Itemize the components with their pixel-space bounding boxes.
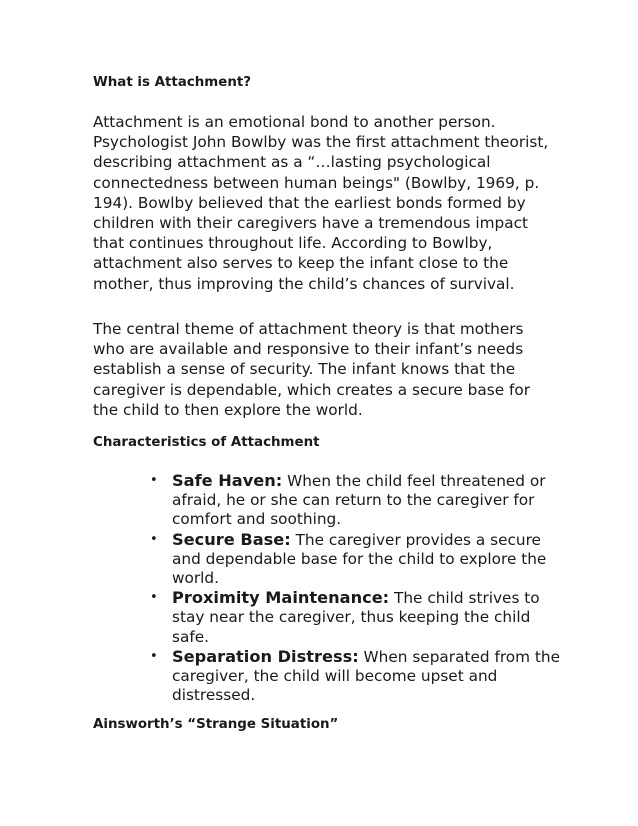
term-description: The caregiver provides a secure and dependable base for the child to explore the world.: [172, 530, 547, 588]
term-label: Separation Distress:: [172, 646, 359, 666]
term-label: Secure Base:: [172, 529, 291, 549]
characteristics-list: [150, 471, 564, 705]
heading-what-is-attachment: What is Attachment?: [93, 75, 252, 90]
bullet-icon: •: [150, 648, 158, 664]
term-description: When the child feel threatened or afraid, he or she can return to the caregiver for comfort and soothing.: [172, 472, 546, 529]
term-label: Proximity Maintenance:: [172, 588, 390, 608]
bullet-icon: •: [150, 590, 158, 606]
bullet-icon: •: [150, 531, 158, 547]
list-item: [150, 529, 564, 589]
term-description: When separated from the caregiver, the child will become upset and distressed.: [172, 647, 561, 705]
paragraph-central-theme: The central theme of attachment theory is that mothers who are available and responsive to their infant’s needs establish a sense of security. The infant knows that the caregiver is dependable, which creates a secure base for the child to then explore the world.: [93, 320, 531, 419]
term-description: The child strives to stay near the caregiver, thus keeping the child safe.: [172, 589, 540, 646]
paragraph-attachment-definition: Attachment is an emotional bond to another person. Psychologist John Bowlby was the first attachment theorist, describing attachment as a “…lasting psychological connectedness between human beings" (Bowlby, 1969, p. 194). Bowlby believed that the earliest bonds formed by children with their caregivers have a tremendous impact that continues throughout life. According to Bowlby, attachment also serves to keep the infant close to the mother, thus improving the child’s chances of survival.: [93, 113, 549, 293]
list-item: [150, 588, 564, 647]
bullet-icon: •: [150, 473, 158, 488]
list-item: [150, 471, 564, 530]
list-item: [150, 646, 564, 706]
heading-strange-situation: Ainsworth’s “Strange Situation”: [93, 717, 339, 732]
term-label: Safe Haven:: [172, 471, 283, 490]
heading-characteristics: Characteristics of Attachment: [93, 435, 320, 450]
